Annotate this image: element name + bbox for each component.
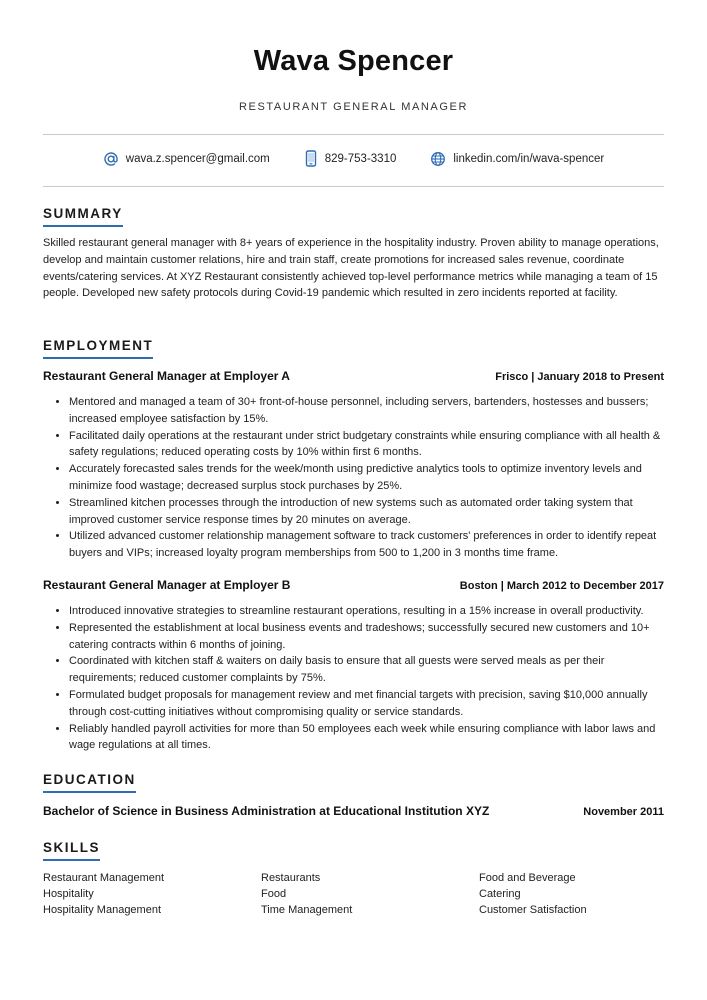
education-heading: EDUCATION <box>43 772 136 793</box>
job-title: Restaurant General Manager at Employer A <box>43 369 290 383</box>
skill-item: Food and Beverage <box>479 872 576 884</box>
header-divider-bottom <box>43 186 664 187</box>
skill-item: Time Management <box>261 904 353 916</box>
candidate-name: Wava Spencer <box>253 45 454 77</box>
summary-text: Skilled restaurant general manager with 8+ years of experience in the hospitality industry. Proven ability to manage operations, develop and maintain customer relations, hire and train staff, create promotions for increased sales revenue, coordinate events/catering services. At XYZ Restaurant consistently achieved top-level performance metrics while managing a team of 15 people. Developed new safety protocols during Covid-19 pandemic which resulted in zero incidents reported at facility. <box>43 237 659 300</box>
at-sign-icon <box>103 151 119 167</box>
contact-linkedin[interactable] <box>430 150 604 167</box>
contact-phone[interactable] <box>304 150 397 167</box>
job-bullets-employer-b <box>43 603 664 754</box>
globe-icon <box>430 151 446 167</box>
email-text: wava.z.spencer@gmail.com <box>125 152 270 165</box>
skill-item: Customer Satisfaction <box>479 904 587 916</box>
mobile-phone-icon <box>304 150 318 167</box>
degree-title: Bachelor of Science in Business Administration at Educational Institution XYZ <box>43 804 490 818</box>
list-item: • Facilitated daily operations at the restaurant under strict budgetary constraints while ensuring compliance with all health & safety regulations; reduced operating costs by 10% within first 6 months. <box>69 428 664 462</box>
summary-heading: SUMMARY <box>43 206 123 227</box>
skill-item: Hospitality Management <box>43 904 162 916</box>
employment-heading: EMPLOYMENT <box>43 338 153 359</box>
skills-heading: SKILLS <box>43 840 100 861</box>
list-item: • Mentored and managed a team of 30+ front-of-house personnel, including servers, bartenders, hostesses and bussers; increased employee satisfaction by 15%. <box>69 394 664 428</box>
list-item: • Represented the establishment at local business events and tradeshows; successfully secured new customers and 10+ catering contracts within 6 months of joining. <box>69 620 664 654</box>
header-divider-top <box>43 134 664 135</box>
list-item: • Accurately forecasted sales trends for the week/month using predictive analytics tools to optimize inventory levels and minimize food wastage; decreased surplus stock purchases by 25%. <box>69 461 664 495</box>
phone-text: 829-753-3310 <box>324 152 397 165</box>
job-bullets-employer-a <box>43 394 664 562</box>
graduation-date: November 2011 <box>583 806 664 818</box>
skill-item: Restaurants <box>261 872 321 884</box>
contact-bar <box>43 150 664 167</box>
skill-item: Hospitality <box>43 888 94 900</box>
list-item: • Utilized advanced customer relationship management software to track customers' preferences in order to identify repeat buyers and VIPs; increased loyalty program memberships from 500 to 1,200 in 3 months time frame. <box>69 528 664 562</box>
job-title-heading: RESTAURANT GENERAL MANAGER <box>238 101 469 113</box>
list-item: • Introduced innovative strategies to streamline restaurant operations, resulting in a 15% increase in overall productivity. <box>69 603 664 620</box>
skill-item: Restaurant Management <box>43 872 165 884</box>
list-item: • Formulated budget proposals for management review and met financial targets with precision, saving $10,000 annually through cost-cutting initiatives without compromising quality or service standards. <box>69 687 664 721</box>
education-entry <box>43 804 664 818</box>
job-header-employer-a <box>43 369 664 383</box>
job-location-dates: Frisco | January 2018 to Present <box>495 371 664 383</box>
list-item: • Streamlined kitchen processes through the introduction of new systems such as automated order taking system that improved customer service response times by 20 minutes on average. <box>69 495 664 529</box>
list-item: • Reliably handled payroll activities for more than 50 employees each week while ensuring compliance with labor laws and wage regulations at all times. <box>69 721 664 755</box>
skill-item: Catering <box>479 888 521 900</box>
list-item: • Coordinated with kitchen staff & waiters on daily basis to ensure that all guests were served meals as per their requirements; reduced customer complaints by 75%. <box>69 653 664 687</box>
skill-item: Food <box>261 888 287 900</box>
job-header-employer-b <box>43 578 664 592</box>
skills-grid <box>43 870 664 918</box>
linkedin-text: linkedin.com/in/wava-spencer <box>453 152 605 165</box>
job-title: Restaurant General Manager at Employer B <box>43 578 291 592</box>
contact-email[interactable] <box>103 150 270 167</box>
job-location-dates: Boston | March 2012 to December 2017 <box>459 580 664 592</box>
